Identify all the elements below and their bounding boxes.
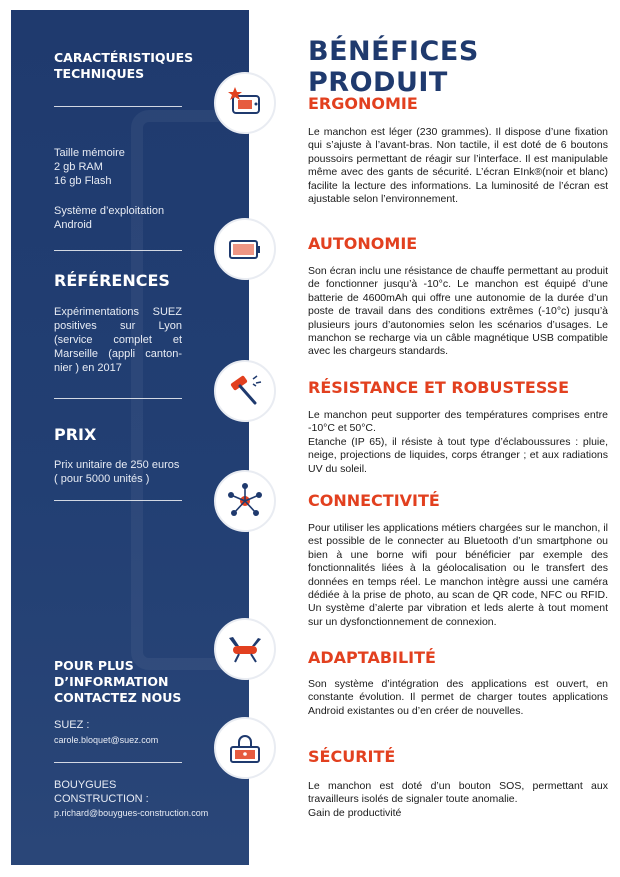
memory-spec xyxy=(54,146,125,188)
hammer-icon xyxy=(214,360,276,422)
sidebar xyxy=(11,10,249,865)
section-body-securite xyxy=(308,780,608,820)
section-title-resistance: RÉSISTANCE ET ROBUSTESSE xyxy=(308,378,570,397)
section-title-ergonomie: ERGONOMIE xyxy=(308,94,418,113)
network-icon xyxy=(214,470,276,532)
lock-device-icon xyxy=(214,717,276,779)
swiss-knife-icon xyxy=(214,618,276,680)
divider xyxy=(54,250,182,251)
contact-line2: D’INFORMATION xyxy=(54,674,169,689)
memory-line2: 2 gb RAM xyxy=(54,161,103,173)
bouygues-label xyxy=(54,778,149,806)
os-line2: Android xyxy=(54,219,92,231)
divider xyxy=(54,106,182,107)
section-title-adaptabilite: ADAPTABILITÉ xyxy=(308,648,436,667)
references-text: Expérimentations SUEZ positives sur Lyon (service complet et Marseille (appli canton-nier ) en 2017 xyxy=(54,306,182,374)
divider xyxy=(54,762,182,763)
tech-title xyxy=(54,50,193,82)
os-line1: Système d’exploitation xyxy=(54,205,165,217)
section-body-resistance xyxy=(308,409,608,476)
battery-icon xyxy=(214,218,276,280)
section-body-ergonomie: Le manchon est léger (230 grammes). Il dispose d’une fixation qui s’ajuste à l’avant-bras. Non tactile, il est doté de 6 boutons poussoirs permettant de réagir sur l’interface. Il est manipulable même avec des gants de sécurité. L’écran EInk®(noir et blanc) facilite la lecture des informations. La luminosité de l’écran est ajustable selon l’environnement. xyxy=(308,126,608,206)
prix-title: PRIX xyxy=(54,425,97,444)
section-title-connectivite: CONNECTIVITÉ xyxy=(308,491,440,510)
divider xyxy=(54,398,182,399)
device-star-icon xyxy=(214,72,276,134)
resistance-line1: Le manchon peut supporter des températures comprises entre -10°C et 50°C. xyxy=(308,409,608,435)
section-title-securite: SÉCURITÉ xyxy=(308,747,396,766)
contact-title xyxy=(54,658,181,706)
resistance-line2: Etanche (IP 65), il résiste à tout type d’éclaboussures : pluie, neige, projections de liquides, corps étranger ; et aux radiations UV du soleil. xyxy=(308,435,608,475)
divider xyxy=(54,500,182,501)
suez-label: SUEZ : xyxy=(54,719,90,731)
prix-line1: Prix unitaire de 250 euros xyxy=(54,459,180,471)
references-title: RÉFÉRENCES xyxy=(54,271,170,290)
section-body-autonomie: Son écran inclu une résistance de chauffe permettant au produit de fonctionner jusqu’à -10°c. Le manchon est équipé d’une batterie de 4600mAh qui offre une autonomie de la durée d’un poste de travail dans des conditions extrêmes (-10°c) jusqu’à plusieurs jours d’autonomies selon les scénarios d’usages. Le manchon se recharge via un câble magnétique USB compatible avec les chargeurs standards. xyxy=(308,265,608,358)
tech-title-line1: CARACTÉRISTIQUES xyxy=(54,50,194,65)
section-title-autonomie: AUTONOMIE xyxy=(308,234,418,253)
section-body-connectivite: Pour utiliser les applications métiers chargées sur le manchon, il est possible de le connecter au Bluetooth d’un smartphone ou bien à une borne wifi pour bénéficier par exemple des fonctionnalités liées à la géolocalisation ou le transfert des données en temps réel. Le manchon intègre aussi une caméra dédiée à la prise de photo, au scan de QR code, NFC ou RFID. Un système d’alerte par vibration et leds alerte à tout moment sur un dysfonctionnement de connexion. xyxy=(308,522,608,628)
prix-text xyxy=(54,458,179,486)
contact-line1: POUR PLUS xyxy=(54,658,134,673)
memory-line1: Taille mémoire xyxy=(54,147,125,159)
bouygues-email[interactable]: p.richard@bouygues-construction.com xyxy=(54,808,209,818)
memory-line3: 16 gb Flash xyxy=(54,175,112,187)
securite-line2: Gain de productivité xyxy=(308,806,402,819)
tech-title-line2: TECHNIQUES xyxy=(54,66,145,81)
securite-line1: Le manchon est doté d’un bouton SOS, permettant aux travailleurs isolés de signaler toute anomalie. xyxy=(308,780,608,806)
section-body-adaptabilite: Son système d’intégration des applications est ouvert, en constante évolution. Il permet de charger toutes applications Android existantes ou d’en créer de nouvelles. xyxy=(308,678,608,717)
os-spec xyxy=(54,204,164,232)
bouygues-line1: BOUYGUES xyxy=(54,779,117,791)
suez-email[interactable]: carole.bloquet@suez.com xyxy=(54,735,159,745)
page-title: BÉNÉFICES PRODUIT xyxy=(308,36,479,98)
contact-line3: CONTACTEZ NOUS xyxy=(54,690,182,705)
prix-line2: ( pour 5000 unités ) xyxy=(54,473,150,485)
bouygues-line2: CONSTRUCTION : xyxy=(54,793,149,805)
